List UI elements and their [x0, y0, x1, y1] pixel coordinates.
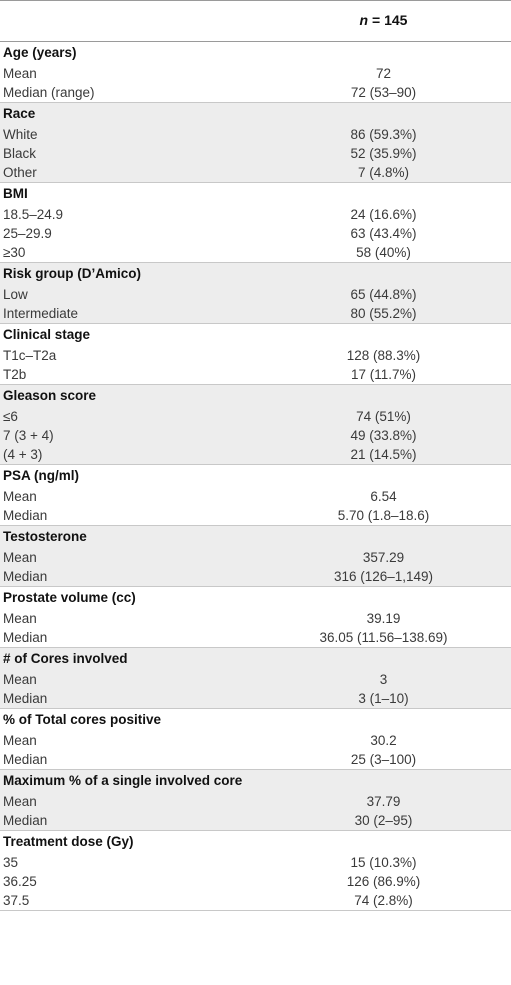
section-title [0, 831, 511, 853]
row-label: Low [3, 287, 28, 302]
table-row [0, 750, 511, 769]
section-title [0, 324, 511, 346]
section-title [0, 709, 511, 731]
row-label: Mean [3, 66, 37, 81]
row-label: Mean [3, 733, 37, 748]
row-label: 18.5–24.9 [3, 207, 64, 222]
section-title-label: Testosterone [3, 529, 87, 544]
row-value: 3 [379, 672, 388, 687]
row-value: 30 (2–95) [354, 813, 413, 828]
table-section [0, 709, 511, 770]
table-row [0, 872, 511, 891]
table-row [0, 125, 511, 144]
row-label: Mean [3, 672, 37, 687]
section-title [0, 648, 511, 670]
table-row [0, 144, 511, 163]
table-row [0, 853, 511, 872]
table-row [0, 891, 511, 910]
table-row [0, 426, 511, 445]
row-value: 86 (59.3%) [350, 127, 417, 142]
n-value: = 145 [372, 12, 408, 28]
row-value: 7 (4.8%) [357, 165, 410, 180]
table-row [0, 548, 511, 567]
table-section [0, 587, 511, 648]
table-section [0, 183, 511, 263]
row-label: 35 [3, 855, 19, 870]
row-value: 5.70 (1.8–18.6) [337, 508, 430, 523]
table-row [0, 163, 511, 182]
row-label: Mean [3, 550, 37, 565]
section-title-label: Prostate volume (cc) [3, 590, 136, 605]
row-label: 37.5 [3, 893, 30, 908]
section-title-label: # of Cores involved [3, 651, 128, 666]
row-label: Median [3, 508, 48, 523]
row-label: T1c–T2a [3, 348, 57, 363]
section-title [0, 385, 511, 407]
row-value: 6.54 [370, 489, 397, 504]
row-label: T2b [3, 367, 27, 382]
table-row [0, 811, 511, 830]
row-label: Median [3, 813, 48, 828]
row-value: 21 (14.5%) [350, 447, 417, 462]
table-row [0, 567, 511, 586]
row-label: Mean [3, 611, 37, 626]
table-row [0, 628, 511, 647]
table-header [0, 0, 511, 42]
table-section [0, 831, 511, 911]
table-section [0, 385, 511, 465]
row-label: Median [3, 691, 48, 706]
row-value: 15 (10.3%) [350, 855, 417, 870]
row-value: 74 (51%) [356, 409, 411, 424]
row-label: (4 + 3) [3, 447, 43, 462]
table-row [0, 731, 511, 750]
row-value: 357.29 [362, 550, 405, 565]
table-section [0, 648, 511, 709]
table-section [0, 526, 511, 587]
table-section [0, 103, 511, 183]
table-row [0, 243, 511, 262]
row-value: 39.19 [366, 611, 401, 626]
n-symbol: n [359, 12, 369, 28]
section-title [0, 770, 511, 792]
table-section [0, 263, 511, 324]
row-value: 49 (33.8%) [350, 428, 417, 443]
section-title [0, 465, 511, 487]
row-value: 63 (43.4%) [350, 226, 417, 241]
row-value: 17 (11.7%) [350, 367, 417, 382]
section-title-label: Maximum % of a single involved core [3, 773, 243, 788]
row-label: Median (range) [3, 85, 95, 100]
table-body [0, 42, 511, 911]
row-value: 37.79 [366, 794, 401, 809]
section-title-label: Race [3, 106, 36, 121]
sample-size-header [256, 12, 511, 28]
row-label: Intermediate [3, 306, 79, 321]
table-section [0, 42, 511, 103]
row-value: 30.2 [370, 733, 397, 748]
row-value: 74 (2.8%) [354, 893, 413, 908]
row-value: 58 (40%) [356, 245, 411, 260]
section-title-label: PSA (ng/ml) [3, 468, 79, 483]
row-value: 316 (126–1,149) [333, 569, 434, 584]
section-title [0, 526, 511, 548]
row-label: ≥30 [3, 245, 26, 260]
section-title-label: % of Total cores positive [3, 712, 162, 727]
table-row [0, 670, 511, 689]
row-value: 3 (1–10) [358, 691, 409, 706]
section-title-label: Age (years) [3, 45, 77, 60]
table-row [0, 407, 511, 426]
row-label: Median [3, 752, 48, 767]
row-value: 80 (55.2%) [350, 306, 417, 321]
table-row [0, 83, 511, 102]
section-title-label: BMI [3, 186, 28, 201]
row-label: Median [3, 569, 48, 584]
table-row [0, 487, 511, 506]
row-value: 52 (35.9%) [350, 146, 417, 161]
table-row [0, 224, 511, 243]
row-label: Mean [3, 794, 37, 809]
row-label: 25–29.9 [3, 226, 52, 241]
table-row [0, 365, 511, 384]
section-title-label: Gleason score [3, 388, 97, 403]
row-label: Mean [3, 489, 37, 504]
row-label: Median [3, 630, 48, 645]
section-title [0, 103, 511, 125]
row-value: 24 (16.6%) [350, 207, 417, 222]
row-value: 25 (3–100) [350, 752, 417, 767]
table-row [0, 792, 511, 811]
section-title [0, 42, 511, 64]
table-section [0, 770, 511, 831]
table-row [0, 609, 511, 628]
row-label: 36.25 [3, 874, 37, 889]
row-label: White [3, 127, 38, 142]
table-section [0, 465, 511, 526]
section-title [0, 263, 511, 285]
table-row [0, 205, 511, 224]
row-label: Black [3, 146, 37, 161]
row-value: 72 [375, 66, 392, 81]
row-label: ≤6 [3, 409, 18, 424]
table-row [0, 445, 511, 464]
section-title [0, 587, 511, 609]
row-label: Other [3, 165, 37, 180]
row-label: 7 (3 + 4) [3, 428, 54, 443]
section-title-label: Treatment dose (Gy) [3, 834, 134, 849]
table-row [0, 285, 511, 304]
table-row [0, 346, 511, 365]
table-row [0, 64, 511, 83]
section-title-label: Risk group (D’Amico) [3, 266, 142, 281]
row-value: 128 (88.3%) [346, 348, 421, 363]
table-row [0, 689, 511, 708]
section-title [0, 183, 511, 205]
row-value: 126 (86.9%) [346, 874, 421, 889]
table-section [0, 324, 511, 385]
row-value: 36.05 (11.56–138.69) [319, 630, 448, 645]
section-title-label: Clinical stage [3, 327, 91, 342]
row-value: 65 (44.8%) [350, 287, 417, 302]
row-value: 72 (53–90) [350, 85, 417, 100]
table-row [0, 506, 511, 525]
table-row [0, 304, 511, 323]
